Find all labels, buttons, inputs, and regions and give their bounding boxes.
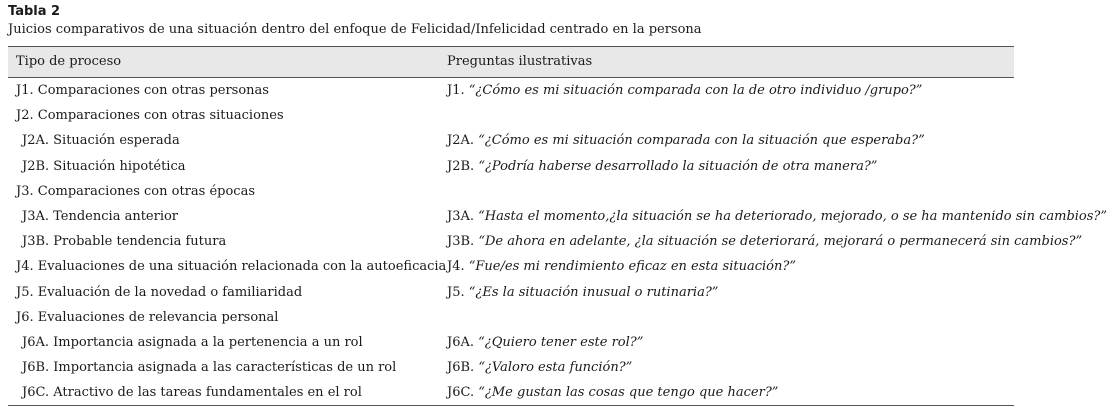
- question-text: “Fue/es mi rendimiento eficaz en esta situación?”: [468, 259, 796, 275]
- question-code: J6A.: [447, 334, 475, 350]
- table-row: [8, 78, 1014, 103]
- question-text: “¿Valoro esta función?”: [478, 360, 633, 376]
- process-type-cell: J6B. Importancia asignada a las características de un rol: [22, 360, 397, 376]
- question-code: J3A.: [447, 208, 475, 224]
- table-row: [8, 254, 1014, 279]
- question-text: “¿Es la situación inusual o rutinaria?”: [468, 284, 719, 300]
- illustrative-question-cell: [447, 229, 1082, 254]
- question-text: “¿Podría haberse desarrollado la situación de otra manera?”: [478, 158, 878, 174]
- illustrative-question-cell: [447, 330, 643, 355]
- process-type-cell: J1. Comparaciones con otras personas: [16, 83, 269, 98]
- header-process-type: Tipo de proceso: [16, 54, 122, 69]
- question-text: “De ahora en adelante, ¿la situación se deteriorará, mejorará o permanecerá sin cambios?”: [478, 234, 1083, 250]
- table-row: [8, 280, 1014, 305]
- illustrative-question-cell: [447, 154, 877, 179]
- illustrative-question-cell: [447, 254, 796, 279]
- header-illustrative-questions: Preguntas ilustrativas: [447, 54, 593, 69]
- question-text: “¿Quiero tener este rol?”: [478, 334, 644, 350]
- illustrative-question-cell: [447, 204, 1107, 229]
- question-code: J2A.: [447, 133, 475, 149]
- table-row: [8, 305, 1014, 330]
- question-text: “¿Me gustan las cosas que tengo que hacer?”: [478, 385, 779, 401]
- illustrative-question-cell: [447, 128, 925, 153]
- process-type-cell: J6. Evaluaciones de relevancia personal: [16, 309, 279, 325]
- question-code: J5.: [447, 284, 465, 300]
- table-row: [8, 154, 1014, 179]
- table-row: [8, 128, 1014, 153]
- illustrative-question-cell: [447, 280, 718, 305]
- table-number: Tabla 2: [8, 4, 61, 19]
- question-code: J1.: [447, 83, 465, 98]
- process-type-cell: J3A. Tendencia anterior: [22, 208, 179, 224]
- question-code: J2B.: [447, 158, 475, 174]
- table-row: [8, 103, 1014, 128]
- question-code: J4.: [447, 259, 465, 275]
- illustrative-question-cell: [447, 380, 778, 405]
- question-code: J3B.: [447, 234, 475, 250]
- table-row: [8, 330, 1014, 355]
- process-type-cell: J2B. Situación hipotética: [22, 158, 186, 174]
- question-code: J6B.: [447, 360, 475, 376]
- table-row: [8, 179, 1014, 204]
- table-row: [8, 229, 1083, 254]
- illustrative-question-cell: [447, 78, 922, 103]
- table-header-row: [8, 46, 1014, 78]
- illustrative-question-cell: [447, 355, 632, 380]
- process-type-cell: J3B. Probable tendencia futura: [22, 234, 227, 250]
- process-type-cell: J3. Comparaciones con otras épocas: [16, 183, 255, 199]
- process-type-cell: J2A. Situación esperada: [22, 133, 180, 149]
- question-text: “Hasta el momento,¿la situación se ha deteriorado, mejorado, o se ha mantenido sin cambios?”: [478, 208, 1107, 224]
- process-type-cell: J6C. Atractivo de las tareas fundamentales en el rol: [22, 385, 362, 401]
- question-text: “¿Cómo es mi situación comparada con la de otro individuo /grupo?”: [468, 83, 923, 98]
- process-type-cell: J5. Evaluación de la novedad o familiaridad: [16, 284, 303, 300]
- table-row: [8, 204, 1107, 229]
- table-row: [8, 380, 1014, 405]
- table-body: [8, 78, 1107, 406]
- process-type-cell: J6A. Importancia asignada a la pertenencia a un rol: [22, 334, 363, 350]
- table-row: [8, 355, 1014, 380]
- process-type-cell: J4. Evaluaciones de una situación relacionada con la autoeficacia: [16, 259, 447, 275]
- comparative-judgments-table: [8, 46, 1107, 406]
- question-text: “¿Cómo es mi situación comparada con la situación que esperaba?”: [478, 133, 925, 149]
- table-title: Juicios comparativos de una situación dentro del enfoque de Felicidad/Infelicidad centrado en la persona: [8, 22, 702, 37]
- question-code: J6C.: [447, 385, 475, 401]
- process-type-cell: J2. Comparaciones con otras situaciones: [16, 108, 284, 124]
- table-caption: [8, 4, 702, 38]
